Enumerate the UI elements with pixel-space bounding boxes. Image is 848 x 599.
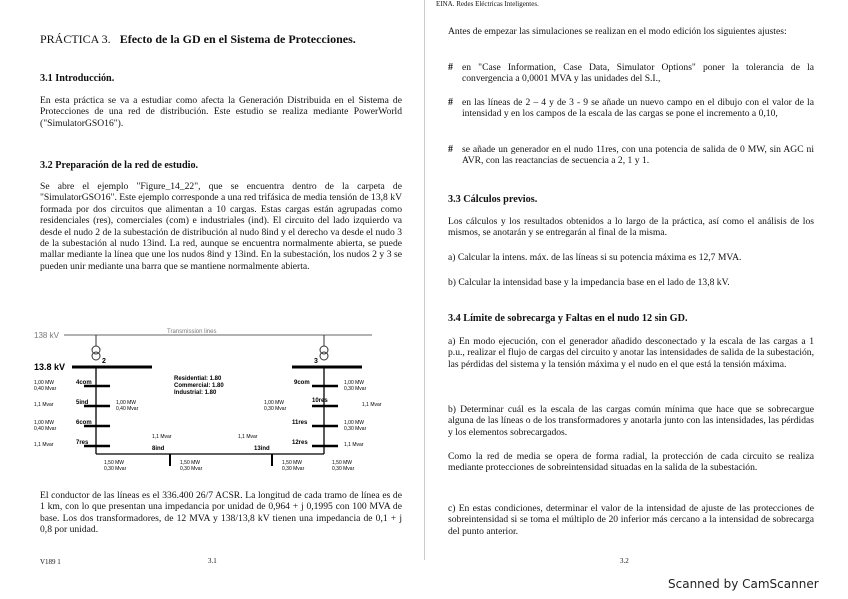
load-right-3b: 0,30 Mvar bbox=[344, 426, 367, 432]
section-33-item-b: b) Calcular la intensidad base y la impedancia base en el lado de 13,8 kV. bbox=[448, 277, 730, 288]
load-left-3a: 1,00 MW bbox=[34, 420, 55, 426]
section-32-paragraph-2: El conductor de las líneas es el 336.400 26/7 ACSR. La longitud de cada tramo de línea es de 1 km, con lo que presentan una impedancia por unidad de 0,964 + j 0,1995 con 100 MVA de base. Los dos transformadores, de 12 MVA y 138/13,8 kV tienen una impedancia de 0,1 + j 0,8 por unidad. bbox=[40, 490, 402, 536]
load-right-1b: 0,30 Mvar bbox=[344, 386, 367, 392]
section-34-paragraph: Como la red de media se opera de forma radial, la protección de cada circuito se realiza mediante protecciones de sobreintensidad situadas en la salida de la subestación. bbox=[448, 451, 814, 474]
load-left-5a: 1,00 MW bbox=[116, 400, 137, 406]
section-34-item-b: b) Determinar cuál es la escala de las cargas común mínima que hace que se sobrecargue alguna de las líneas o de los transformadores y anotarla junto con las intensidades, las pérdidas y los elementos sobrecargados. bbox=[448, 404, 814, 438]
title-main: Efecto de la GD en el Sistema de Protecciones. bbox=[119, 32, 356, 46]
node-4-label: 4com bbox=[76, 380, 92, 386]
bullet-1-icon: # bbox=[448, 62, 453, 73]
load-left-5b: 0,40 Mvar bbox=[116, 406, 139, 412]
one-line-diagram bbox=[32, 326, 412, 481]
section-32-heading: 3.2 Preparación de la red de estudio. bbox=[40, 160, 199, 171]
bullet-2-icon: # bbox=[448, 97, 453, 108]
top-bus-label: 138 kV bbox=[34, 331, 59, 340]
node-2-label: 2 bbox=[102, 358, 106, 365]
section-34-item-c: c) En estas condiciones, determinar el valor de la intensidad de ajuste de las protecciones de sobreintensidad si se toma el múltiplo de 20 inferior más cercano a la intensidad de sobrecarga del punto anterior. bbox=[448, 503, 814, 537]
load-right-2: 1,1 Mvar bbox=[362, 402, 382, 408]
node-10-label: 10res bbox=[312, 398, 328, 404]
load-bottom-1b: 0,30 Mvar bbox=[104, 466, 127, 472]
load-bottom-2b: 0,30 Mvar bbox=[180, 466, 203, 472]
bullet-3-text: se añade un generador en el nudo 11res, con una potencia de salida de 0 MW, sin AGC ni AVR, con las reactancias de secuencia a 2, 1 y 1. bbox=[462, 144, 814, 167]
load-bottom-2a: 1,50 MW bbox=[180, 460, 201, 466]
bullet-3-icon: # bbox=[448, 144, 453, 155]
node-3-label: 3 bbox=[314, 358, 318, 365]
section-32-paragraph-1: Se abre el ejemplo "Figure_14_22", que se encuentra dentro de la carpeta de "SimulatorGSO16". Este ejemplo corresponde a una red trifásica de media tensión de 13,8 kV formada por dos circuitos que alimentan a 10 cargas. Estas cargas están agrupadas como residenciales (res), comerciales (com) e industriales (ind). El circuito del lado izquierdo va desde el nudo 2 de la subestación de distribución al nudo 8ind y el derecho va desde el nudo 3 de la subestación al nudo 13ind. La red, aunque se encuentra normalmente abierta, se puede mallar mediante la línea que une los nudos 8ind y 13ind. En la subestación, los nudos 2 y 3 se pueden unir mediante una barra que se mantiene normalmente abierta. bbox=[40, 181, 402, 272]
right-page bbox=[424, 0, 848, 599]
load-right-4: 1,1 Mvar bbox=[344, 442, 364, 448]
load-right-5b: 0,30 Mvar bbox=[264, 406, 287, 412]
load-bottom-4a: 1,50 MW bbox=[332, 460, 353, 466]
load-right-5a: 1,00 MW bbox=[264, 400, 285, 406]
node-6-label: 6com bbox=[76, 420, 92, 426]
transmission-label: Transmission lines bbox=[167, 329, 217, 335]
load-left-3b: 0,40 Mvar bbox=[34, 426, 57, 432]
node-7-label: 7res bbox=[76, 440, 89, 446]
section-31-paragraph: En esta práctica se va a estudiar como afecta la Generación Distribuida en el Sistema de Protecciones de una red de distribución. Este estudio se realiza mediante PowerWorld ("SimulatorGSO16"). bbox=[40, 95, 402, 129]
load-left-1a: 1,00 MW bbox=[34, 380, 55, 386]
scanner-watermark: Scanned by CamScanner bbox=[668, 577, 819, 591]
section-33-paragraph: Los cálculos y los resultados obtenidos a lo largo de la práctica, así como el análisis de los mismos, se anotarán y se entregarán al final de la misma. bbox=[448, 216, 814, 239]
node-9-label: 9com bbox=[294, 380, 310, 386]
bus-13-8-label: 13.8 kV bbox=[34, 362, 66, 372]
load-mid-2: 1,1 Mvar bbox=[238, 434, 258, 440]
transformer-left-icon-2 bbox=[92, 352, 100, 360]
load-bottom-1a: 1,50 MW bbox=[104, 460, 125, 466]
section-33-item-a: a) Calcular la intens. máx. de las líneas si su potencia máxima es 12,7 MVA. bbox=[448, 252, 742, 263]
load-bottom-4b: 0,30 Mvar bbox=[332, 466, 355, 472]
load-bottom-3b: 0,30 Mvar bbox=[282, 466, 305, 472]
page-title bbox=[40, 32, 410, 47]
node-11-label: 11res bbox=[292, 420, 308, 426]
transformer-right-icon-2 bbox=[320, 352, 328, 360]
title-prefix: PRÁCTICA 3. bbox=[40, 32, 111, 46]
load-left-4: 1,1 Mvar bbox=[34, 442, 54, 448]
node-5-label: 5ind bbox=[76, 400, 89, 406]
section-34-heading: 3.4 Límite de sobrecarga y Faltas en el nudo 12 sin GD. bbox=[448, 313, 688, 324]
load-mid-1: 1,1 Mvar bbox=[152, 434, 172, 440]
load-right-3a: 1,00 MW bbox=[344, 420, 365, 426]
res-load-label: Residential: 1.80 bbox=[174, 376, 222, 382]
load-left-1b: 0,40 Mvar bbox=[34, 386, 57, 392]
section-31-heading: 3.1 Introducción. bbox=[40, 73, 115, 84]
bullet-1-text: en "Case Information, Case Data, Simulator Options" poner la tolerancia de la convergencia a 0,0001 MVA y las unidades del S.I., bbox=[462, 62, 814, 85]
ind-load-label: Industrial: 1.80 bbox=[174, 390, 217, 396]
node-13-label: 13ind bbox=[254, 446, 270, 452]
page-number-left: 3.1 bbox=[208, 557, 217, 565]
load-bottom-3a: 1,50 MW bbox=[282, 460, 303, 466]
node-8-label: 8ind bbox=[152, 446, 165, 452]
load-left-2: 1,1 Mvar bbox=[34, 402, 54, 408]
intro-paragraph: Antes de empezar las simulaciones se realizan en el modo edición los siguientes ajustes: bbox=[448, 26, 787, 37]
com-load-label: Commercial: 1.80 bbox=[174, 383, 224, 389]
page-divider bbox=[424, 0, 425, 560]
bullet-2-text: en las líneas de 2 – 4 y de 3 - 9 se añade un nuevo campo en el dibujo con el valor de la intensidad y en los campos de la escala de las cargas se pone el incremento a 0,10, bbox=[462, 97, 814, 120]
page-number-right: 3.2 bbox=[620, 557, 629, 565]
section-34-item-a: a) En modo ejecución, con el generador añadido desconectado y la escala de las cargas a 1 p.u., realizar el flujo de cargas del circuito y anotar las intensidades de salida de la subestación, las pérdidas del sistema y la tensión máxima y el nudo en el que está la tensión máxima. bbox=[448, 336, 814, 370]
node-12-label: 12res bbox=[292, 440, 308, 446]
footer-version: V189 1 bbox=[40, 558, 61, 566]
section-33-heading: 3.3 Cálculos previos. bbox=[448, 194, 538, 205]
load-right-1a: 1,00 MW bbox=[344, 380, 365, 386]
running-header: EINA. Redes Eléctricas Inteligentes. bbox=[436, 0, 539, 8]
